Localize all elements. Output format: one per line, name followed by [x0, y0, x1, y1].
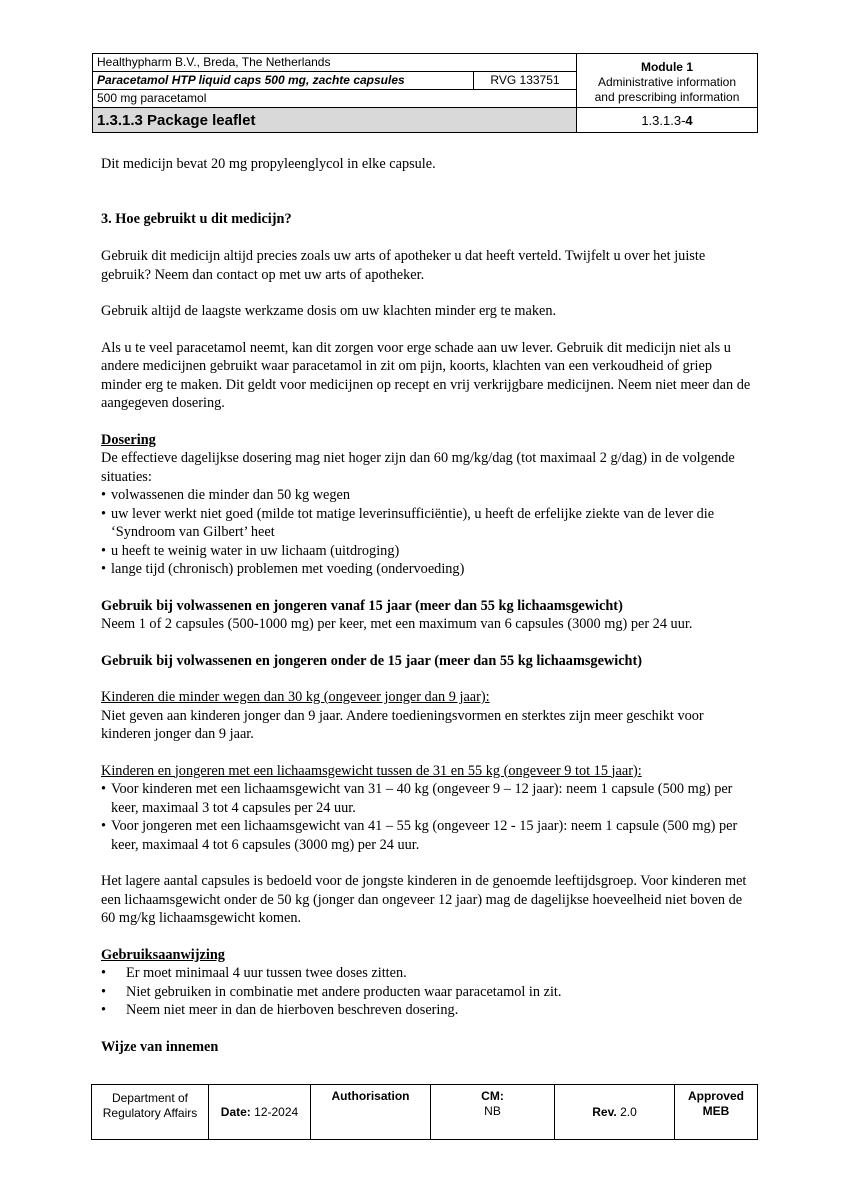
list-item: • Niet gebruiken in combinatie met andere producten waar paracetamol in zit.: [101, 983, 751, 1002]
section-number: [577, 108, 758, 133]
page-number: 4: [685, 112, 693, 128]
intake-heading: Wijze van innemen: [101, 1038, 219, 1055]
list-item: • Neem niet meer in dan de hierboven beschreven dosering.: [101, 1001, 751, 1020]
department-line-2: Regulatory Affairs: [102, 1106, 198, 1120]
range-list: [101, 780, 751, 854]
paragraph-3: Als u te veel paracetamol neemt, kan dit zorgen voor erge schade aan uw lever. Gebruik dit medicijn niet als u andere medicijnen gebruikt waar paracetamol in zit om pijn, koorts, klachten van een verkoudheid of griep minder erg te maken. Dit geldt voor medicijnen op recept en vrij verkrijgbare medicijnen. Neem niet meer dan de aangegeven dosering.: [101, 339, 751, 411]
adult-text: Neem 1 of 2 capsules (500-1000 mg) per keer, met een maximum van 6 capsules (3000 mg) per 24 uur.: [101, 616, 693, 632]
dosering-text: De effectieve dagelijkse dosering mag niet hoger zijn dan 60 mg/kg/dag (tot maximaal 2 g/dag) in de volgende situaties:: [101, 450, 735, 485]
adult-heading: Gebruik bij volwassenen en jongeren vanaf 15 jaar (meer dan 55 kg lichaamsgewicht): [101, 597, 623, 614]
lower-text: Het lagere aantal capsules is bedoeld voor de jongste kinderen in de genoemde leeftijdsgroep. Voor kinderen met een lichaamsgewicht onder de 50 kg (jonger dan ongeveer 12 jaar) mag de dagelijkse hoeveelheid niet boven de 60 mg/kg lichaamsgewicht komen.: [101, 873, 747, 926]
revision-label: Rev.: [592, 1104, 617, 1119]
usage-list: [101, 964, 751, 1020]
child-heading: Gebruik bij volwassenen en jongeren onder de 15 jaar (meer dan 55 kg lichaamsgewicht): [101, 652, 643, 669]
module-title: Module 1: [640, 60, 693, 74]
department-cell: [92, 1085, 209, 1140]
paragraph-1: Gebruik dit medicijn altijd precies zoals uw arts of apotheker u dat heeft verteld. Twijfelt u over het juiste gebruik? Neem dan contact op met uw arts of apotheker.: [101, 248, 706, 283]
paragraph-2: Gebruik altijd de laagste werkzame dosis om uw klachten minder erg te maken.: [101, 303, 557, 319]
authorisation-label: Authorisation: [331, 1089, 410, 1103]
product-name: Paracetamol HTP liquid caps 500 mg, zachte capsules: [93, 72, 474, 90]
list-item: • u heeft te weinig water in uw lichaam (uitdroging): [101, 542, 751, 561]
cm-value: NB: [484, 1104, 501, 1118]
company-name: Healthypharm B.V., Breda, The Netherlands: [93, 54, 577, 72]
list-item: • Voor jongeren met een lichaamsgewicht van 41 – 55 kg (ongeveer 12 - 15 jaar): neem 1 capsule (500 mg) per keer, maximaal 4 tot 6 capsules (3000 mg) per 24 uur.: [101, 817, 751, 854]
date-label: Date:: [220, 1104, 251, 1119]
rvg-number: RVG 133751: [474, 72, 577, 90]
section-heading: 3. Hoe gebruikt u dit medicijn?: [101, 210, 292, 227]
list-item: • Er moet minimaal 4 uur tussen twee doses zitten.: [101, 964, 751, 983]
dosering-list: [101, 486, 751, 579]
section-number-prefix: 1.3.1.3-: [641, 112, 686, 128]
date-cell: [209, 1085, 311, 1140]
section-title: 1.3.1.3 Package leaflet: [93, 108, 577, 133]
department-line-1: Department of: [111, 1091, 189, 1105]
module-line-2: and prescribing information: [594, 90, 740, 104]
authorisation-cell: [311, 1085, 431, 1140]
list-item: • Voor kinderen met een lichaamsgewicht van 31 – 40 kg (ongeveer 9 – 12 jaar): neem 1 capsule (500 mg) per keer, maximaal 3 tot 4 capsules per 24 uur.: [101, 780, 751, 817]
cm-label: CM:: [481, 1089, 504, 1103]
approved-label: Approved MEB: [687, 1089, 744, 1118]
usage-heading: Gebruiksaanwijzing: [101, 946, 225, 963]
module-cell: [577, 54, 758, 108]
revision-cell: [555, 1085, 675, 1140]
document-header: [92, 53, 758, 133]
approved-cell: [675, 1085, 758, 1140]
strength: 500 mg paracetamol: [93, 90, 577, 108]
date-value: 12-2024: [254, 1104, 299, 1119]
range-heading: Kinderen en jongeren met een lichaamsgewicht tussen de 31 en 55 kg (ongeveer 9 tot 15 jaar):: [101, 762, 642, 779]
list-item: • uw lever werkt niet goed (milde tot matige leverinsufficiëntie), u heeft de erfelijke ziekte van de lever die ‘Syndroom van Gilbert’ heet: [101, 505, 751, 542]
list-item: • volwassenen die minder dan 50 kg wegen: [101, 486, 751, 505]
revision-value: 2.0: [620, 1104, 637, 1119]
dosering-heading: Dosering: [101, 431, 156, 448]
under30-text: Niet geven aan kinderen jonger dan 9 jaar. Andere toedieningsvormen en sterktes zijn meer geschikt voor kinderen jonger dan 9 jaar.: [101, 707, 704, 742]
cm-cell: [431, 1085, 555, 1140]
leaflet-body: [101, 155, 751, 1056]
under30-heading: Kinderen die minder wegen dan 30 kg (ongeveer jonger dan 9 jaar):: [101, 689, 490, 705]
document-footer: [91, 1084, 758, 1140]
list-item: • lange tijd (chronisch) problemen met voeding (ondervoeding): [101, 560, 751, 579]
intro-text: Dit medicijn bevat 20 mg propyleenglycol in elke capsule.: [101, 156, 436, 172]
module-line-1: Administrative information: [597, 75, 737, 89]
